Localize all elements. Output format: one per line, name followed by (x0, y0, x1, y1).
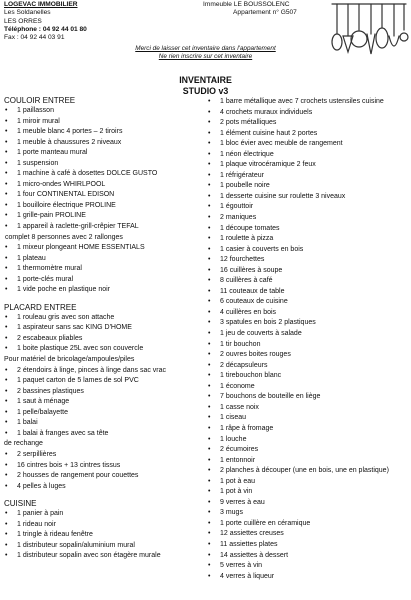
list-item: • 16 cintres bois + 13 cintres tissus (4, 461, 204, 472)
list-item: • 1 barre métallique avec 7 crochets ustensiles cuisine (207, 97, 411, 108)
list-item: • 1 machine à café à dosettes DOLCE GUSTO (4, 169, 204, 180)
title-line-1: INVENTAIRE (179, 75, 232, 85)
property-block (203, 1, 297, 18)
list-item: • 1 louche (207, 435, 411, 446)
section-heading-cuisine: CUISINE (4, 499, 37, 509)
list-item: • 1 découpe tomates (207, 224, 411, 235)
section-heading-couloir: COULOIR ENTREE (4, 96, 76, 105)
list-item: • 1 thermomètre mural (4, 264, 204, 275)
list-item: • 1 néon électrique (207, 150, 411, 161)
list-item: • 1 vide poche en plastique noir (4, 285, 204, 296)
continuation-note: Pour matériel de bricolage/ampoules/piles (4, 356, 135, 364)
list-item: • 12 fourchettes (207, 255, 411, 266)
notice-line-1: Merci de laisser cet inventaire dans l'appartement (135, 45, 276, 52)
cuisine-list (4, 509, 204, 562)
list-item: • 2 maniques (207, 213, 411, 224)
list-item: • 1 tir bouchon (207, 340, 411, 351)
list-item: • 1 mixeur plongeant HOME ESSENTIALS (4, 243, 204, 254)
list-item: • 12 assiettes creuses (207, 529, 411, 540)
list-item: • 2 ouvres boites rouges (207, 350, 411, 361)
list-item: • 1 distributeur sopalin/aluminium mural (4, 541, 204, 552)
section-heading-placard: PLACARD ENTREE (4, 302, 77, 312)
list-item: • 2 planches à découper (une en bois, une en plastique) (207, 466, 411, 477)
list-item: • 1 balai (4, 418, 204, 429)
list-item: • 1 égouttoir (207, 202, 411, 213)
list-item: • 1 bouilloire électrique PROLINE (4, 201, 204, 212)
list-item: • 1 meuble à chaussures 2 niveaux (4, 138, 204, 149)
list-item: • 1 four CONTINENTAL EDISON (4, 190, 204, 201)
list-item: • 1 pot à vin (207, 487, 411, 498)
couloir-list (4, 106, 204, 233)
list-item: • 8 cuillères à café (207, 276, 411, 287)
list-item: • 1 appareil à raclette-grill-crêpier TEFAL (4, 222, 204, 233)
continuation-note: complet 8 personnes avec 2 rallonges (5, 233, 123, 241)
list-item: • 4 verres à liqueur (207, 572, 411, 583)
list-item: • 1 économe (207, 382, 411, 393)
list-item: • 1 grille-pain PROLINE (4, 211, 204, 222)
list-item: • 9 verres à eau (207, 498, 411, 509)
list-item: • 1 meuble blanc 4 portes – 2 tiroirs (4, 127, 204, 138)
list-item: • 2 écumoires (207, 445, 411, 456)
list-item: • 1 porte-clés mural (4, 275, 204, 286)
list-item: • 1 aspirateur sans sac KING D'HOME (4, 323, 204, 334)
placard-list-end (4, 450, 204, 492)
title-line-2: STUDIO v3 (182, 86, 229, 96)
list-item: • 1 paquet carton de 5 lames de sol PVC (4, 376, 204, 387)
list-item: • 1 boite plastique 25L avec son couvercle (4, 344, 204, 355)
list-item: • 3 mugs (207, 508, 411, 519)
list-item: • 1 tirebouchon blanc (207, 371, 411, 382)
page-title (0, 75, 411, 97)
list-item: • 1 desserte cuisine sur roulette 3 niveaux (207, 192, 411, 203)
list-item: • 1 porte cuillère en céramique (207, 519, 411, 530)
list-item: • 14 assiettes à dessert (207, 551, 411, 562)
list-item: • 1 jeu de couverts à salade (207, 329, 411, 340)
list-item: • 4 cuillères en bois (207, 308, 411, 319)
building-name: Immeuble LE BOUSSOLENC (203, 1, 290, 8)
list-item: • 1 balai à franges avec sa tête (4, 429, 204, 440)
fax-number: Fax : 04 92 44 03 91 (4, 34, 65, 42)
list-item: • 1 rideau noir (4, 520, 204, 531)
list-item: • 1 miroir mural (4, 117, 204, 128)
list-item: • 1 ciseau (207, 413, 411, 424)
list-item: • 2 housses de rangement pour couettes (4, 471, 204, 482)
address-line-2: LES ORRES (4, 17, 42, 25)
list-item: • 1 casier à couverts en bois (207, 245, 411, 256)
list-item: • 4 pelles à luges (4, 482, 204, 493)
placard-list (4, 313, 204, 355)
list-item: • 11 assiettes plates (207, 540, 411, 551)
list-item: • 1 plaque vitrocéramique 2 feux (207, 160, 411, 171)
couloir-list-continued (4, 243, 204, 296)
list-item: • 2 serpillières (4, 450, 204, 461)
list-item: • 1 rouleau gris avec son attache (4, 313, 204, 324)
list-item: • 1 réfrigérateur (207, 171, 411, 182)
right-column (207, 97, 411, 582)
notice-line-2: Ne rien inscrire sur cet inventaire (158, 53, 253, 61)
list-item: • 1 pelle/balayette (4, 408, 204, 419)
list-item: • 1 poubelle noire (207, 181, 411, 192)
list-item: • 4 crochets muraux individuels (207, 108, 411, 119)
cuisine-list-continued (207, 97, 411, 582)
list-item: • 1 panier à pain (4, 509, 204, 520)
list-item: • 1 micro-ondes WHIRLPOOL (4, 180, 204, 191)
address-line-1: Les Soldanelles (4, 9, 51, 17)
list-item: • 1 bloc évier avec meuble de rangement (207, 139, 411, 150)
list-item: • 1 roulette à pizza (207, 234, 411, 245)
list-item: • 6 couteaux de cuisine (207, 297, 411, 308)
list-item: • 1 tringle à rideau fenêtre (4, 530, 204, 541)
list-item: • 1 casse noix (207, 403, 411, 414)
placard-list-continued (4, 366, 204, 440)
list-item: • 1 paillasson (4, 106, 204, 117)
list-item: • 1 saut à ménage (4, 397, 204, 408)
list-item: • 1 plateau (4, 254, 204, 265)
list-item: • 2 étendoirs à linge, pinces à linge dans sac vrac (4, 366, 204, 377)
list-item: • 16 cuillères à soupe (207, 266, 411, 277)
list-item: • 1 distributeur sopalin avec son étagère murale (4, 551, 204, 562)
list-item: • 1 élément cuisine haut 2 portes (207, 129, 411, 140)
list-item: • 7 bouchons de bouteille en liège (207, 392, 411, 403)
list-item: • 1 râpe à fromage (207, 424, 411, 435)
list-item: • 11 couteaux de table (207, 287, 411, 298)
apartment-number: Appartement n° G507 (233, 9, 297, 17)
continuation-note: de rechange (4, 440, 43, 448)
list-item: • 2 bassines plastiques (4, 387, 204, 398)
agency-block (4, 1, 87, 42)
list-item: • 3 spatules en bois 2 plastiques (207, 318, 411, 329)
phone-number: Téléphone : 04 92 44 01 80 (4, 25, 87, 33)
company-name: LOGEVAC IMMOBILIER (4, 1, 78, 8)
list-item: • 1 porte manteau mural (4, 148, 204, 159)
list-item: • 2 décapsuleurs (207, 361, 411, 372)
list-item: • 1 suspension (4, 159, 204, 170)
list-item: • 5 verres à vin (207, 561, 411, 572)
left-column (4, 95, 204, 562)
list-item: • 2 escabeaux pliables (4, 334, 204, 345)
list-item: • 1 entonnoir (207, 456, 411, 467)
list-item: • 2 pots métalliques (207, 118, 411, 129)
list-item: • 1 pot à eau (207, 477, 411, 488)
notice (0, 45, 411, 62)
